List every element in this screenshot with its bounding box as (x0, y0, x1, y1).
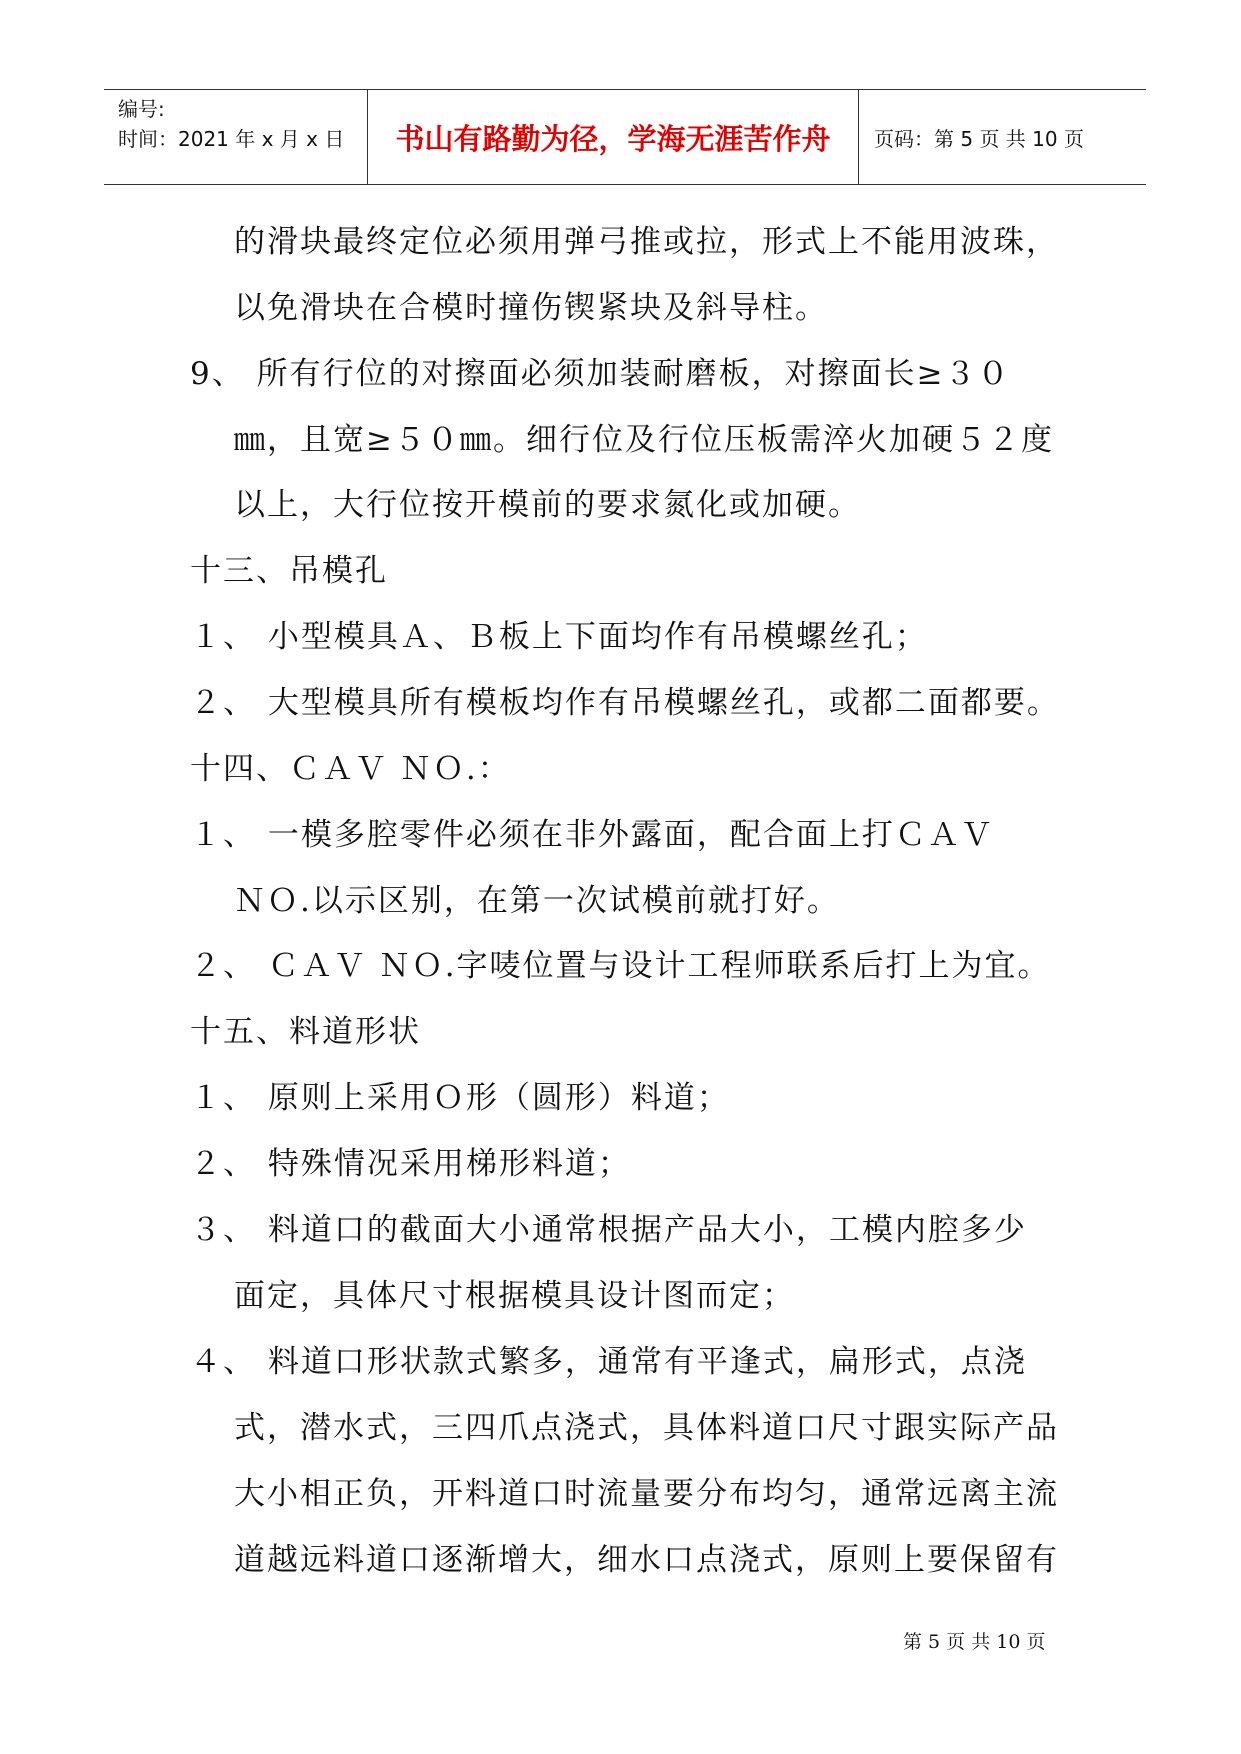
body-line: １、 一模多腔零件必须在非外露面，配合面上打ＣＡＶ (190, 817, 994, 853)
body-line: １、 小型模具Ａ、Ｂ板上下面均作有吊模螺丝孔； (190, 619, 928, 655)
header-page-cell (874, 90, 1084, 184)
header-divider (858, 90, 859, 184)
header-page-label: 页码：第 5 页 共 10 页 (874, 126, 1084, 151)
body-line: 式，潜水式，三四爪点浇式，具体料道口尺寸跟实际产品 (234, 1410, 1059, 1446)
body-line: 道越远料道口逐渐增大，细水口点浇式，原则上要保留有 (234, 1542, 1059, 1578)
doc-number-label: 编号: (118, 97, 165, 121)
section-heading: 十五、料道形状 (190, 1014, 421, 1050)
header-motto: 书山有路勤为径，学海无涯苦作舟 (395, 121, 831, 156)
body-line: ㎜，且宽≥５０㎜。细行位及行位压板需淬火加硬５２度 (234, 422, 1054, 458)
body-line: ＮＯ.以示区别，在第一次试模前就打好。 (234, 883, 840, 919)
body-line: ３、 料道口的截面大小通常根据产品大小，工模内腔多少 (190, 1212, 1027, 1248)
header-left-cell (118, 94, 344, 154)
body-line: ２、 特殊情况采用梯形料道； (190, 1146, 631, 1182)
section-heading: 十四、ＣＡＶ ＮＯ.： (190, 751, 511, 787)
body-line: 9、 所有行位的对擦面必须加装耐磨板，对擦面长≥３０ (190, 356, 1011, 392)
body-line: 大小相正负，开料道口时流量要分布均匀，通常远离主流 (234, 1476, 1059, 1512)
doc-time-label: 时间：2021 年 x 月 x 日 (118, 127, 345, 151)
page-footer: 第 5 页 共 10 页 (903, 1631, 1046, 1653)
body-line: 以免滑块在合模时撞伤锲紧块及斜导柱。 (234, 290, 828, 326)
header-motto-cell (368, 90, 858, 184)
section-heading: 十三、吊模孔 (190, 553, 388, 589)
body-line: ４、 料道口形状款式繁多，通常有平逢式，扁形式，点浇 (190, 1344, 1027, 1380)
body-line: ２、 大型模具所有模板均作有吊模螺丝孔，或都二面都要。 (190, 685, 1060, 721)
body-line: １、 原则上采用Ｏ形（圆形）料道； (190, 1080, 730, 1116)
body-line: 以上，大行位按开模前的要求氮化或加硬。 (234, 487, 861, 523)
body-line: ２、 ＣＡＶ ＮＯ.字唛位置与设计工程师联系后打上为宜。 (190, 948, 1051, 984)
body-line: 的滑块最终定位必须用弹弓推或拉，形式上不能用波珠， (234, 224, 1059, 260)
header-table (104, 89, 1146, 185)
body-line: 面定，具体尺寸根据模具设计图而定； (234, 1278, 795, 1314)
